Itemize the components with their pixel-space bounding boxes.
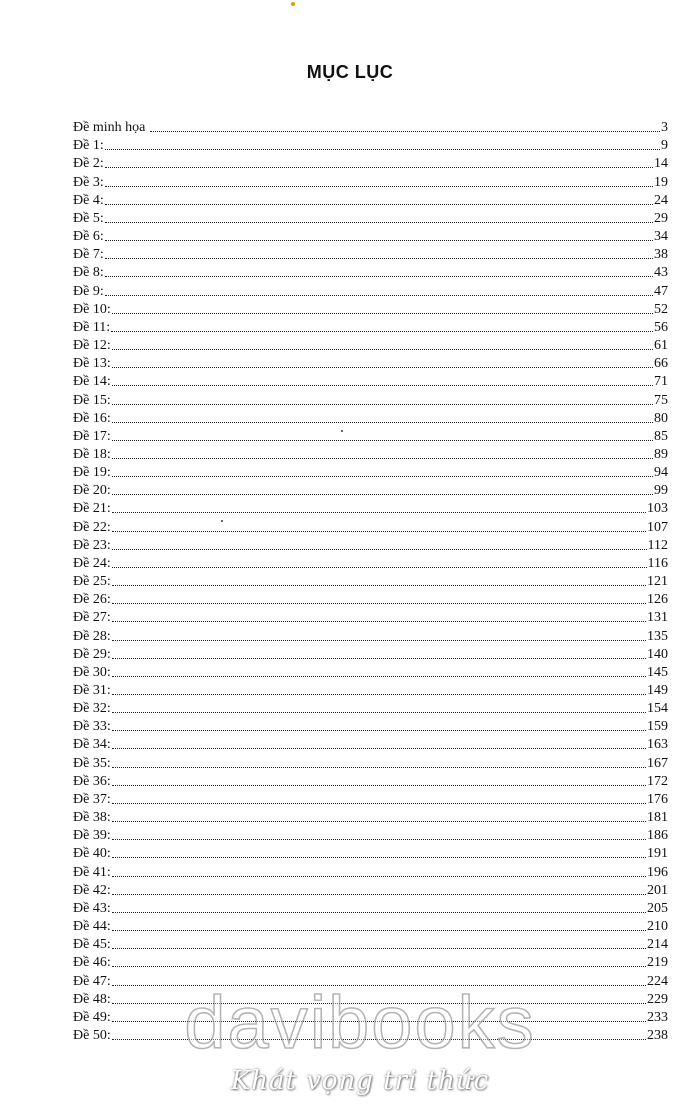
toc-entry — [73, 590, 668, 608]
toc-entry-page: 29 — [654, 210, 668, 226]
toc-entry-label: Đề 23: — [73, 537, 111, 553]
toc-entry-label: Đề 20: — [73, 483, 111, 499]
toc-dot-leader — [112, 911, 646, 913]
toc-entry — [73, 608, 668, 626]
toc-entry-label: Đề 19: — [73, 465, 111, 481]
toc-entry-page: 210 — [647, 919, 668, 935]
toc-entry — [73, 336, 668, 354]
toc-entry-page: 145 — [647, 664, 668, 680]
toc-entry-page: 9 — [661, 138, 668, 154]
toc-entry-page: 24 — [654, 192, 668, 208]
toc-entry-label: Đề 1: — [73, 138, 104, 154]
toc-entry-page: 3 — [661, 120, 668, 136]
toc-dot-leader — [112, 602, 646, 604]
toc-entry-label: Đề 34: — [73, 737, 111, 753]
toc-entry-label: Đề 14: — [73, 374, 111, 390]
toc-entry-page: 52 — [654, 301, 668, 317]
toc-entry-label: Đề 35: — [73, 755, 111, 771]
toc-entry-page: 103 — [647, 501, 668, 517]
toc-entry — [73, 935, 668, 953]
toc-entry — [73, 699, 668, 717]
toc-entry-label: Đề 33: — [73, 719, 111, 735]
toc-dot-leader — [112, 838, 646, 840]
toc-entry-label: Đề 13: — [73, 356, 111, 372]
toc-entry — [73, 390, 668, 408]
toc-entry-page: 116 — [647, 555, 668, 571]
toc-entry — [73, 681, 668, 699]
toc-entry-label: Đề 37: — [73, 791, 111, 807]
toc-entry-label: Đề 17: — [73, 428, 111, 444]
toc-dot-leader — [112, 639, 646, 641]
toc-entry-page: 34 — [654, 229, 668, 245]
toc-entry-label: Đề 18: — [73, 446, 111, 462]
toc-entry-page: 47 — [654, 283, 668, 299]
print-speck — [221, 520, 223, 522]
toc-dot-leader — [105, 294, 653, 296]
toc-dot-leader — [112, 620, 646, 622]
toc-entry-page: 172 — [647, 773, 668, 789]
toc-entry — [73, 717, 668, 735]
toc-entry-page: 14 — [654, 156, 668, 172]
ink-mark — [291, 2, 295, 6]
toc-entry — [73, 154, 668, 172]
toc-entry-page: 201 — [647, 882, 668, 898]
toc-entry-label: Đề 28: — [73, 628, 111, 644]
page-title: MỤC LỤC — [306, 62, 394, 82]
toc-entry-label: Đề 36: — [73, 773, 111, 789]
toc-dot-leader — [112, 784, 646, 786]
toc-entry-label: Đề 40: — [73, 846, 111, 862]
toc-dot-leader — [105, 166, 653, 168]
toc-entry-page: 214 — [647, 937, 668, 953]
toc-dot-leader — [112, 566, 647, 568]
toc-dot-leader — [112, 747, 646, 749]
toc-entry-label: Đề 3: — [73, 174, 104, 190]
toc-entry — [73, 808, 668, 826]
toc-entry — [73, 844, 668, 862]
toc-entry-page: 56 — [654, 319, 668, 335]
toc-dot-leader — [112, 366, 653, 368]
toc-entry-page: 85 — [654, 428, 668, 444]
toc-entry-page: 159 — [647, 719, 668, 735]
toc-dot-leader — [112, 475, 653, 477]
toc-entry-page: 80 — [654, 410, 668, 426]
toc-entry-label: Đề 32: — [73, 701, 111, 717]
toc-entry-page: 196 — [647, 864, 668, 880]
toc-entry-page: 19 — [654, 174, 668, 190]
toc-entry-label: Đề 4: — [73, 192, 104, 208]
toc-entry-label: Đề 26: — [73, 592, 111, 608]
toc-dot-leader — [112, 693, 646, 695]
toc-entry — [73, 554, 668, 572]
toc-entry-label: Đề 42: — [73, 882, 111, 898]
toc-entry — [73, 536, 668, 554]
toc-dot-leader — [112, 711, 646, 713]
toc-entry-label: Đề 9: — [73, 283, 104, 299]
toc-entry — [73, 826, 668, 844]
toc-entry-label: Đề 21: — [73, 501, 111, 517]
toc-entry — [73, 953, 668, 971]
toc-dot-leader — [112, 421, 653, 423]
toc-entry — [73, 626, 668, 644]
toc-dot-leader — [112, 511, 646, 513]
toc-entry — [73, 136, 668, 154]
toc-entry — [73, 209, 668, 227]
toc-dot-leader — [112, 820, 646, 822]
toc-dot-leader — [112, 548, 647, 550]
toc-entry — [73, 663, 668, 681]
toc-dot-leader — [150, 130, 660, 132]
toc-entry-label: Đề 16: — [73, 410, 111, 426]
toc-entry — [73, 445, 668, 463]
toc-entry-label: Đề 31: — [73, 683, 111, 698]
toc-entry-page: 191 — [647, 846, 668, 862]
toc-entry — [73, 862, 668, 880]
toc-dot-leader — [105, 221, 653, 223]
toc-entry-label: Đề 49: — [73, 1009, 111, 1025]
toc-entry — [73, 427, 668, 445]
toc-entry-page: 107 — [647, 519, 668, 535]
toc-entry-page: 163 — [647, 737, 668, 753]
toc-entry-page: 154 — [647, 701, 668, 717]
toc-entry-label: Đề 7: — [73, 247, 104, 263]
toc-dot-leader — [105, 275, 653, 277]
toc-dot-leader — [112, 403, 653, 405]
toc-entry-label: Đề 2: — [73, 156, 104, 172]
toc-entry-page: 131 — [647, 610, 668, 626]
toc-entry — [73, 881, 668, 899]
toc-entry-label: Đề 39: — [73, 828, 111, 844]
toc-entry-label: Đề minh họa — [73, 120, 146, 136]
toc-entry-label: Đề 41: — [73, 864, 111, 880]
toc-dot-leader — [112, 457, 653, 459]
toc-entry-page: 99 — [654, 483, 668, 499]
toc-dot-leader — [105, 185, 653, 187]
toc-entry — [73, 354, 668, 372]
toc-entry-label: Đề 48: — [73, 991, 111, 1007]
toc-entry-page: 229 — [647, 991, 668, 1007]
toc-entry-page: 149 — [647, 683, 668, 698]
toc-entry-page: 238 — [647, 1027, 668, 1043]
toc-entry-page: 94 — [654, 465, 668, 481]
toc-entry-label: Đề 30: — [73, 664, 111, 680]
toc-entry — [73, 300, 668, 318]
toc-entry-label: Đề 47: — [73, 973, 111, 989]
toc-entry-page: 176 — [647, 791, 668, 807]
toc-dot-leader — [112, 729, 646, 731]
toc-entry — [73, 481, 668, 499]
toc-entry-label: Đề 12: — [73, 338, 111, 354]
toc-dot-leader — [112, 312, 653, 314]
toc-entry-page: 219 — [647, 955, 668, 971]
toc-entry-page: 135 — [647, 628, 668, 644]
toc-entry-label: Đề 44: — [73, 919, 111, 935]
toc-entry — [73, 753, 668, 771]
toc-entry-page: 61 — [654, 338, 668, 354]
toc-entry-label: Đề 22: — [73, 519, 111, 535]
toc-dot-leader — [112, 384, 653, 386]
toc-entry — [73, 463, 668, 481]
table-of-contents — [73, 118, 668, 1044]
toc-dot-leader — [112, 675, 646, 677]
toc-entry-label: Đề 50: — [73, 1027, 111, 1043]
toc-entry-label: Đề 27: — [73, 610, 111, 626]
toc-entry-page: 121 — [647, 574, 668, 590]
toc-entry-label: Đề 15: — [73, 392, 111, 408]
toc-entry-page: 71 — [654, 374, 668, 390]
toc-dot-leader — [105, 203, 653, 205]
toc-dot-leader — [112, 657, 646, 659]
toc-dot-leader — [112, 766, 646, 768]
toc-entry — [73, 245, 668, 263]
toc-entry-page: 186 — [647, 828, 668, 844]
toc-entry-page: 181 — [647, 810, 668, 826]
toc-entry — [73, 899, 668, 917]
toc-entry-label: Đề 46: — [73, 955, 111, 971]
toc-entry — [73, 118, 668, 136]
print-speck — [341, 430, 343, 432]
toc-entry — [73, 409, 668, 427]
toc-entry-page: 75 — [654, 392, 668, 408]
toc-dot-leader — [105, 239, 653, 241]
toc-entry-page: 38 — [654, 247, 668, 263]
toc-entry-label: Đề 29: — [73, 646, 111, 662]
toc-dot-leader — [105, 257, 653, 259]
toc-entry-label: Đề 5: — [73, 210, 104, 226]
toc-entry-label: Đề 38: — [73, 810, 111, 826]
toc-entry — [73, 263, 668, 281]
toc-entry-label: Đề 6: — [73, 229, 104, 245]
toc-dot-leader — [112, 493, 653, 495]
toc-entry-page: 89 — [654, 446, 668, 462]
toc-entry-page: 224 — [647, 973, 668, 989]
toc-entry-page: 140 — [647, 646, 668, 662]
toc-dot-leader — [112, 584, 646, 586]
toc-entry — [73, 281, 668, 299]
toc-entry-label: Đề 11: — [73, 319, 111, 335]
toc-dot-leader — [111, 330, 653, 332]
toc-entry — [73, 172, 668, 190]
toc-entry — [73, 645, 668, 663]
toc-entry — [73, 917, 668, 935]
toc-entry-label: Đề 10: — [73, 301, 111, 317]
toc-dot-leader — [112, 348, 653, 350]
toc-entry-label: Đề 25: — [73, 574, 111, 590]
toc-entry — [73, 735, 668, 753]
toc-entry-label: Đề 45: — [73, 937, 111, 953]
watermark — [150, 981, 570, 1101]
toc-entry — [73, 372, 668, 390]
toc-entry-page: 43 — [654, 265, 668, 281]
toc-entry — [73, 499, 668, 517]
toc-dot-leader — [112, 893, 646, 895]
watermark-slogan: Khát vọng tri thức — [230, 1066, 490, 1096]
toc-entry-page: 126 — [647, 592, 668, 608]
toc-entry — [73, 772, 668, 790]
watermark-brand: davibooks — [184, 981, 536, 1064]
toc-dot-leader — [105, 148, 660, 150]
toc-entry — [73, 191, 668, 209]
toc-dot-leader — [112, 856, 646, 858]
toc-entry-page: 233 — [647, 1009, 668, 1025]
toc-dot-leader — [112, 875, 646, 877]
toc-dot-leader — [112, 530, 646, 532]
toc-entry — [73, 517, 668, 535]
toc-dot-leader — [112, 929, 646, 931]
toc-dot-leader — [112, 947, 646, 949]
toc-dot-leader — [112, 965, 646, 967]
toc-entry — [73, 318, 668, 336]
toc-dot-leader — [112, 439, 653, 441]
toc-entry-page: 167 — [647, 755, 668, 771]
toc-entry-label: Đề 43: — [73, 900, 111, 916]
toc-entry-label: Đề 8: — [73, 265, 104, 281]
toc-entry-label: Đề 24: — [73, 555, 111, 571]
toc-entry — [73, 227, 668, 245]
toc-entry — [73, 572, 668, 590]
toc-entry — [73, 790, 668, 808]
toc-dot-leader — [112, 802, 646, 804]
toc-entry-page: 112 — [647, 537, 668, 553]
toc-entry-page: 66 — [654, 356, 668, 372]
toc-entry-page: 205 — [647, 900, 668, 916]
